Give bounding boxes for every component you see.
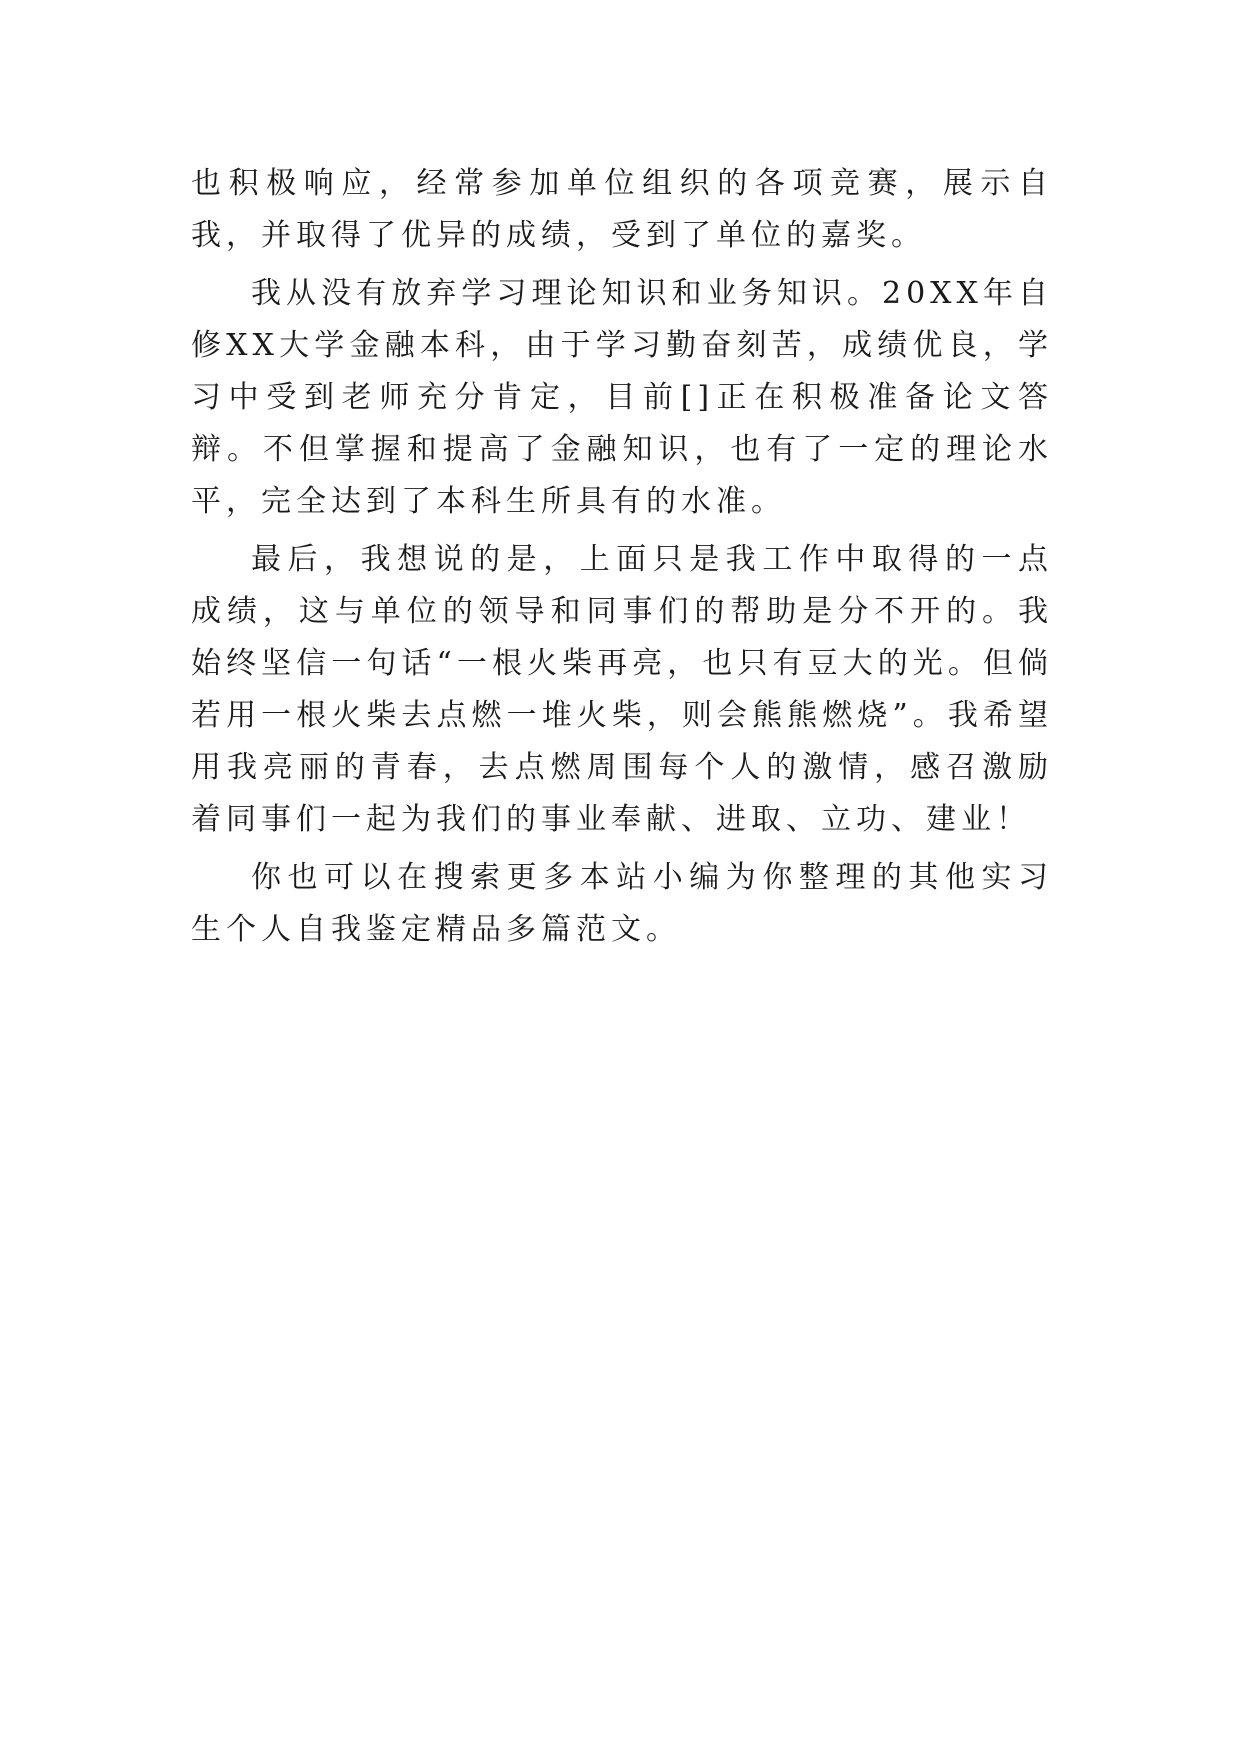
- paragraph-study: 我从没有放弃学习理论知识和业务知识。20XX年自修XX大学金融本科，由于学习勤奋刻苦，成绩优良，学习中受到老师充分肯定，目前[]正在积极准备论文答辩。不但掌握和提高了金融知识，也有了一定的理论水平，完全达到了本科生所具有的水准。: [191, 276, 1053, 519]
- paragraph-continuation: 也积极响应，经常参加单位组织的各项竞赛，展示自我，并取得了优异的成绩，受到了单位的嘉奖。: [191, 166, 1053, 253]
- paragraph-footer-note: 你也可以在搜索更多本站小编为你整理的其他实习生个人自我鉴定精品多篇范文。: [191, 860, 1053, 947]
- document-body: [191, 158, 1053, 962]
- paragraph-conclusion: 最后，我想说的是，上面只是我工作中取得的一点成绩，这与单位的领导和同事们的帮助是分不开的。我始终坚信一句话“一根火柴再亮，也只有豆大的光。但倘若用一根火柴去点燃一堆火柴，则会熊熊燃烧”。我希望用我亮丽的青春，去点燃周围每个人的激情，感召激励着同事们一起为我们的事业奉献、进取、立功、建业！: [191, 542, 1053, 837]
